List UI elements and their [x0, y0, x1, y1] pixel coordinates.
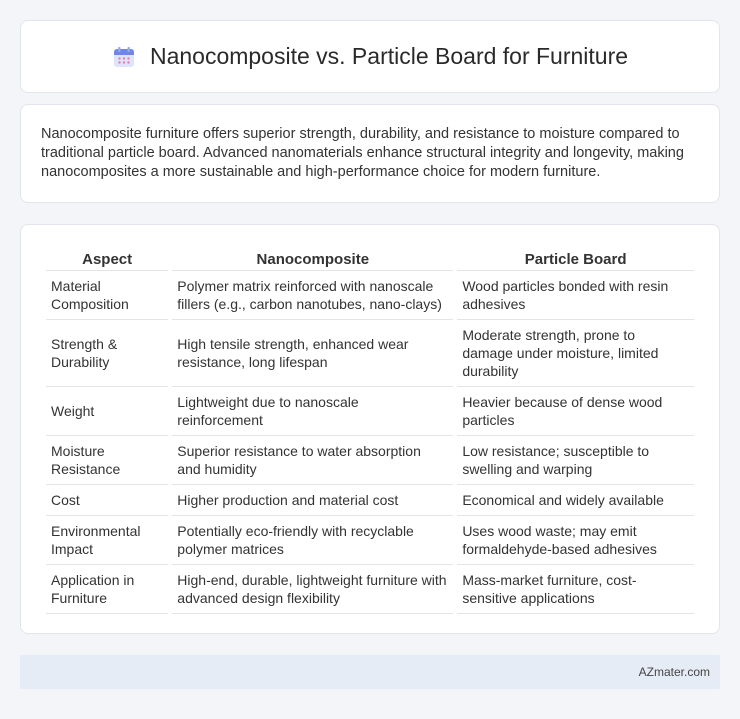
cell-aspect: Moisture Resistance: [46, 436, 168, 485]
header-aspect: Aspect: [46, 245, 168, 271]
cell-nanocomposite: Potentially eco-friendly with recyclable polymer matrices: [172, 516, 453, 565]
cell-nanocomposite: High-end, durable, lightweight furniture with advanced design flexibility: [172, 565, 453, 614]
cell-aspect: Weight: [46, 387, 168, 436]
page-title: Nanocomposite vs. Particle Board for Furniture: [149, 43, 629, 69]
table-row: [46, 516, 694, 565]
cell-particle-board: Moderate strength, prone to damage under moisture, limited durability: [457, 320, 694, 387]
cell-aspect: Strength & Durability: [46, 320, 168, 387]
cell-nanocomposite: Higher production and material cost: [172, 485, 453, 516]
comparison-table: [42, 245, 698, 614]
cell-particle-board: Uses wood waste; may emit formaldehyde-based adhesives: [457, 516, 694, 565]
table-row: [46, 485, 694, 516]
table-header-row: [46, 245, 694, 271]
cell-nanocomposite: Superior resistance to water absorption and humidity: [172, 436, 453, 485]
cell-particle-board: Wood particles bonded with resin adhesives: [457, 271, 694, 320]
footer-bar: [20, 655, 720, 689]
table-row: [46, 436, 694, 485]
header-nanocomposite: Nanocomposite: [172, 245, 453, 271]
table-row: [46, 387, 694, 436]
calendar-icon: [112, 45, 136, 69]
cell-nanocomposite: Lightweight due to nanoscale reinforcement: [172, 387, 453, 436]
table-row: [46, 320, 694, 387]
title-card: [20, 20, 720, 93]
comparison-table-card: [20, 224, 720, 634]
cell-particle-board: Heavier because of dense wood particles: [457, 387, 694, 436]
cell-particle-board: Low resistance; susceptible to swelling and warping: [457, 436, 694, 485]
cell-nanocomposite: High tensile strength, enhanced wear resistance, long lifespan: [172, 320, 453, 387]
cell-aspect: Material Composition: [46, 271, 168, 320]
intro-card: [20, 104, 720, 203]
footer-brand: AZmater.com: [638, 665, 710, 679]
cell-particle-board: Economical and widely available: [457, 485, 694, 516]
cell-aspect: Environmental Impact: [46, 516, 168, 565]
cell-aspect: Cost: [46, 485, 168, 516]
cell-particle-board: Mass-market furniture, cost-sensitive applications: [457, 565, 694, 614]
intro-text: Nanocomposite furniture offers superior strength, durability, and resistance to moisture compared to traditional particle board. Advanced nanomaterials enhance structural integrity and longevity, making nanocomposites a more sustainable and high-performance choice for modern furniture.: [41, 126, 684, 180]
table-row: [46, 271, 694, 320]
cell-aspect: Application in Furniture: [46, 565, 168, 614]
table-row: [46, 565, 694, 614]
header-particle-board: Particle Board: [457, 245, 694, 271]
cell-nanocomposite: Polymer matrix reinforced with nanoscale fillers (e.g., carbon nanotubes, nano-clays): [172, 271, 453, 320]
